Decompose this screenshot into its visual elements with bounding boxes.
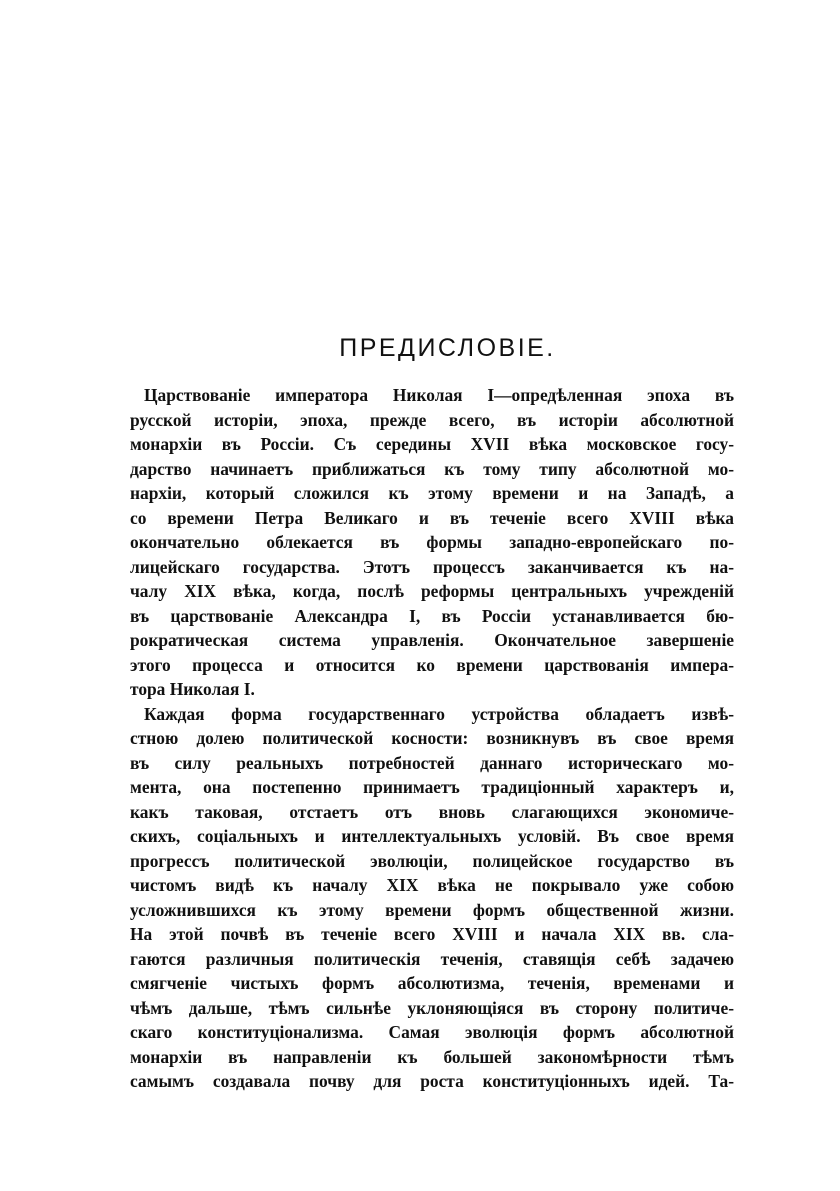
text-line: смягченiе чистыхъ формъ абсолютизма, теченiя, временами и (130, 973, 734, 993)
text-line: скаго конституцiонализма. Самая эволюцiя формъ абсолютной (130, 1022, 734, 1042)
text-line: лицейскаго государства. Этотъ процессъ заканчивается къ на- (130, 556, 734, 577)
text-line: русской исторiи, эпоха, прежде всего, въ исторiи абсолютной (130, 409, 734, 430)
text-line: монархiи въ Россiи. Съ середины XVII вѣка московское госу- (130, 434, 734, 454)
text-line: въ силу реальныхъ потребностей даннаго историческаго мо- (130, 752, 734, 773)
text-line: со времени Петра Великаго и въ теченiе всего XVIII вѣка (130, 507, 734, 528)
text-line: усложнившихся къ этому времени формъ общественной жизни. (130, 899, 734, 920)
preface-text (130, 383, 734, 1094)
text-line: прогрессъ политической эволюцiи, полицейское государство въ (130, 850, 734, 871)
text-line: нархiи, который сложился къ этому времени и на Западѣ, а (130, 483, 734, 503)
page-title: ПРЕДИСЛОВIЕ. (339, 334, 556, 362)
text-line: этого процесса и относится ко времени царствованiя импера- (130, 654, 734, 675)
text-line: чѣмъ дальше, тѣмъ сильнѣе уклоняющiяся въ сторону политиче- (130, 997, 734, 1018)
text-line: тора Николая I. (130, 679, 255, 699)
text-line: чистомъ видѣ къ началу XIX вѣка не покрывало уже собою (130, 875, 734, 895)
text-line: стною долею политической косности: возникнувъ въ свое время (130, 728, 734, 748)
text-line: въ царствованiе Александра I, въ Россiи устанавливается бю- (130, 605, 734, 626)
text-line: Каждая форма государственнаго устройства обладаетъ извѣ- (144, 703, 734, 724)
text-line: какъ таковая, отстаетъ отъ вновь слагающихся экономиче- (130, 801, 734, 822)
text-line: гаются различныя политическiя теченiя, ставящiя себѣ задачею (130, 948, 734, 969)
text-line: мента, она постепенно принимаетъ традицiонный характеръ и, (130, 777, 734, 797)
text-line: Царствованiе императора Николая I—опредѣленная эпоха въ (144, 385, 734, 405)
text-line: рократическая система управленiя. Окончательное завершенiе (130, 630, 734, 650)
text-line: скихъ, соцiальныхъ и интеллектуальныхъ условiй. Въ свое время (130, 826, 734, 846)
text-line: На этой почвѣ въ теченiе всего XVIII и начала XIX вв. сла- (130, 924, 734, 944)
text-line: самымъ создавала почву для роста конституцiонныхъ идей. Та- (130, 1071, 734, 1091)
text-line: чалу XIX вѣка, когда, послѣ реформы центральныхъ учрежденiй (130, 581, 734, 601)
text-line: окончательно облекается въ формы западно-европейскаго по- (130, 532, 734, 552)
text-line: дарство начинаетъ приближаться къ тому типу абсолютной мо- (130, 458, 734, 479)
text-line: монархiи въ направленiи къ большей закономѣрности тѣмъ (130, 1046, 734, 1067)
